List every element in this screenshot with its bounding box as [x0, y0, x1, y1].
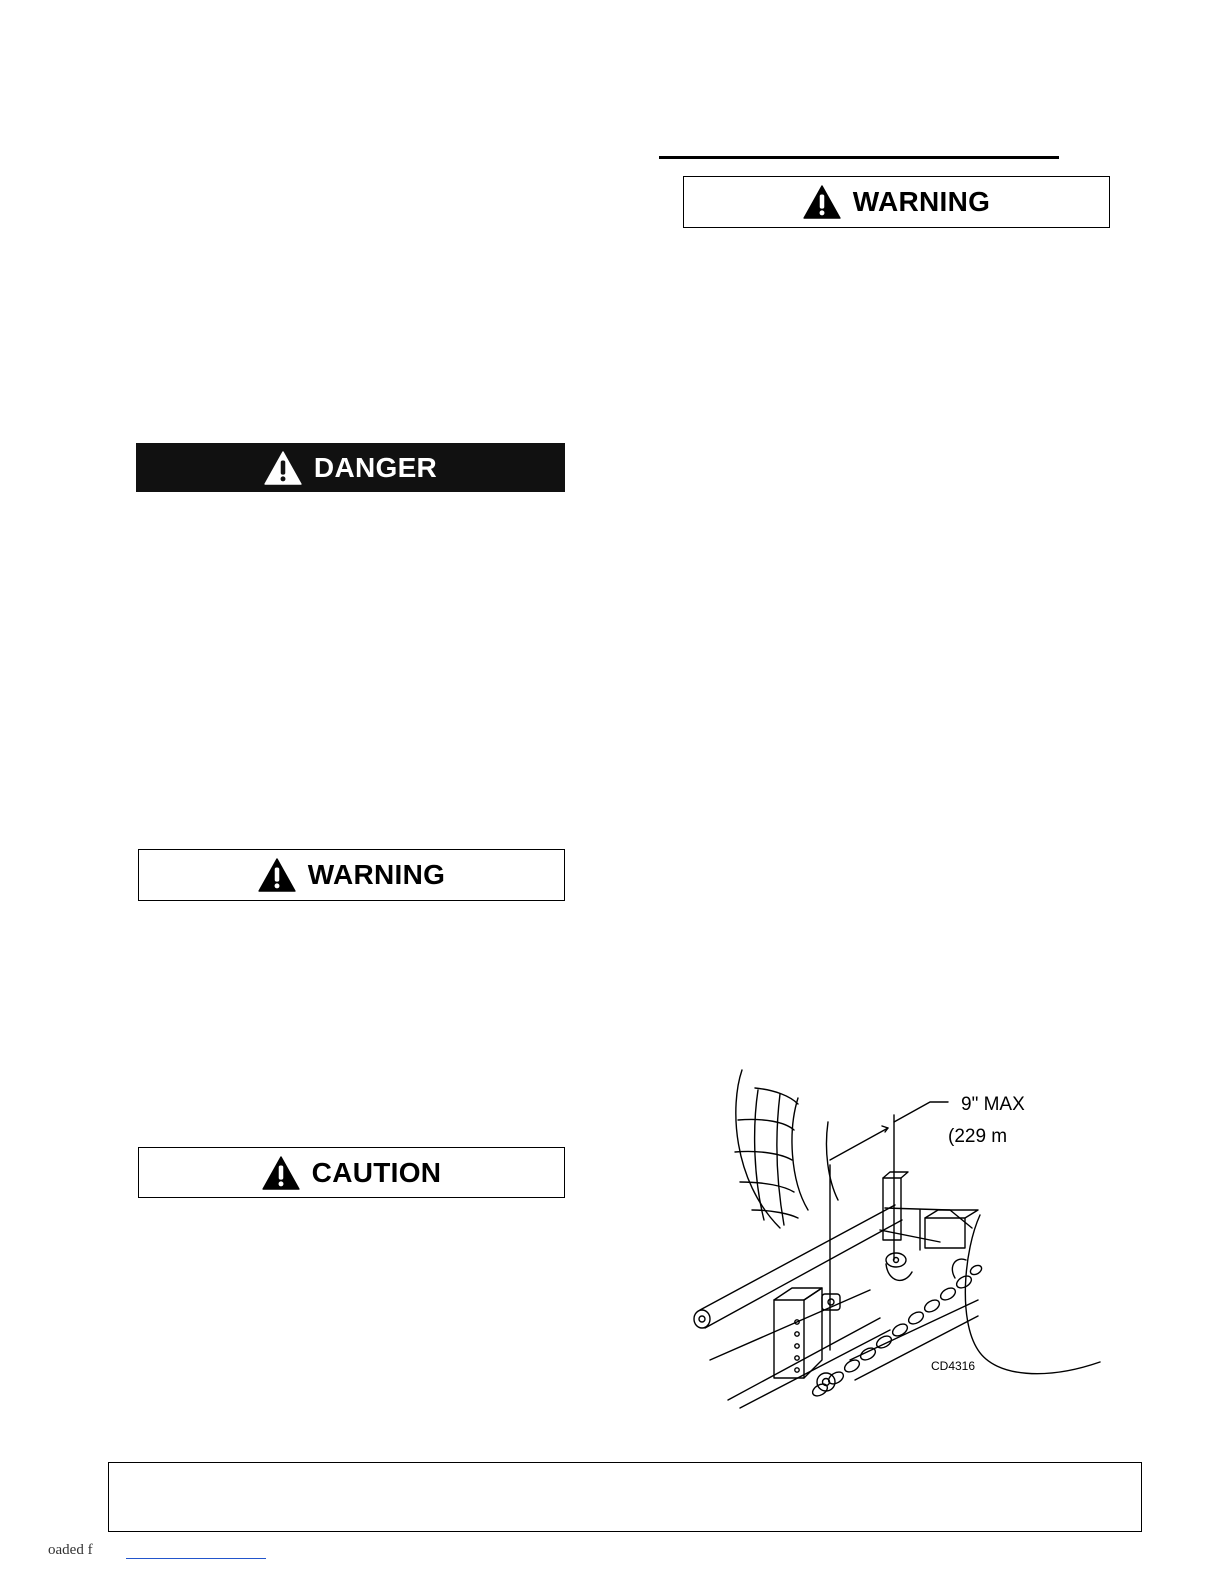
- warning-triangle-icon: [264, 451, 302, 485]
- section-rule: [659, 156, 1059, 159]
- hitch-safety-chain-figure: [680, 1060, 1120, 1410]
- dimension-label: 9" MAX: [961, 1094, 1025, 1115]
- tire-right: [965, 1215, 1100, 1374]
- figure-code: CD4316: [931, 1359, 976, 1373]
- danger-sign: [136, 443, 565, 492]
- tire-left: [735, 1070, 838, 1228]
- dimension-lines: [830, 1102, 948, 1350]
- chain-clamp: [886, 1253, 912, 1280]
- warning-sign-top: [683, 176, 1110, 228]
- warning-sign-left: [138, 849, 565, 901]
- warning-sign-label: WARNING: [307, 859, 446, 890]
- corner-link[interactable]: [126, 1558, 266, 1559]
- warning-triangle-icon: [258, 858, 296, 892]
- dimension-metric: (229 m: [948, 1126, 1008, 1147]
- footer-box: [108, 1462, 1142, 1532]
- warning-sign-label: WARNING: [852, 186, 991, 217]
- warning-triangle-icon: [803, 185, 841, 219]
- warning-triangle-icon: [262, 1156, 300, 1190]
- danger-sign-label: DANGER: [313, 451, 438, 483]
- caution-sign-label: CAUTION: [311, 1156, 442, 1188]
- caution-sign: [138, 1147, 565, 1198]
- corner-text: oaded f: [48, 1542, 93, 1558]
